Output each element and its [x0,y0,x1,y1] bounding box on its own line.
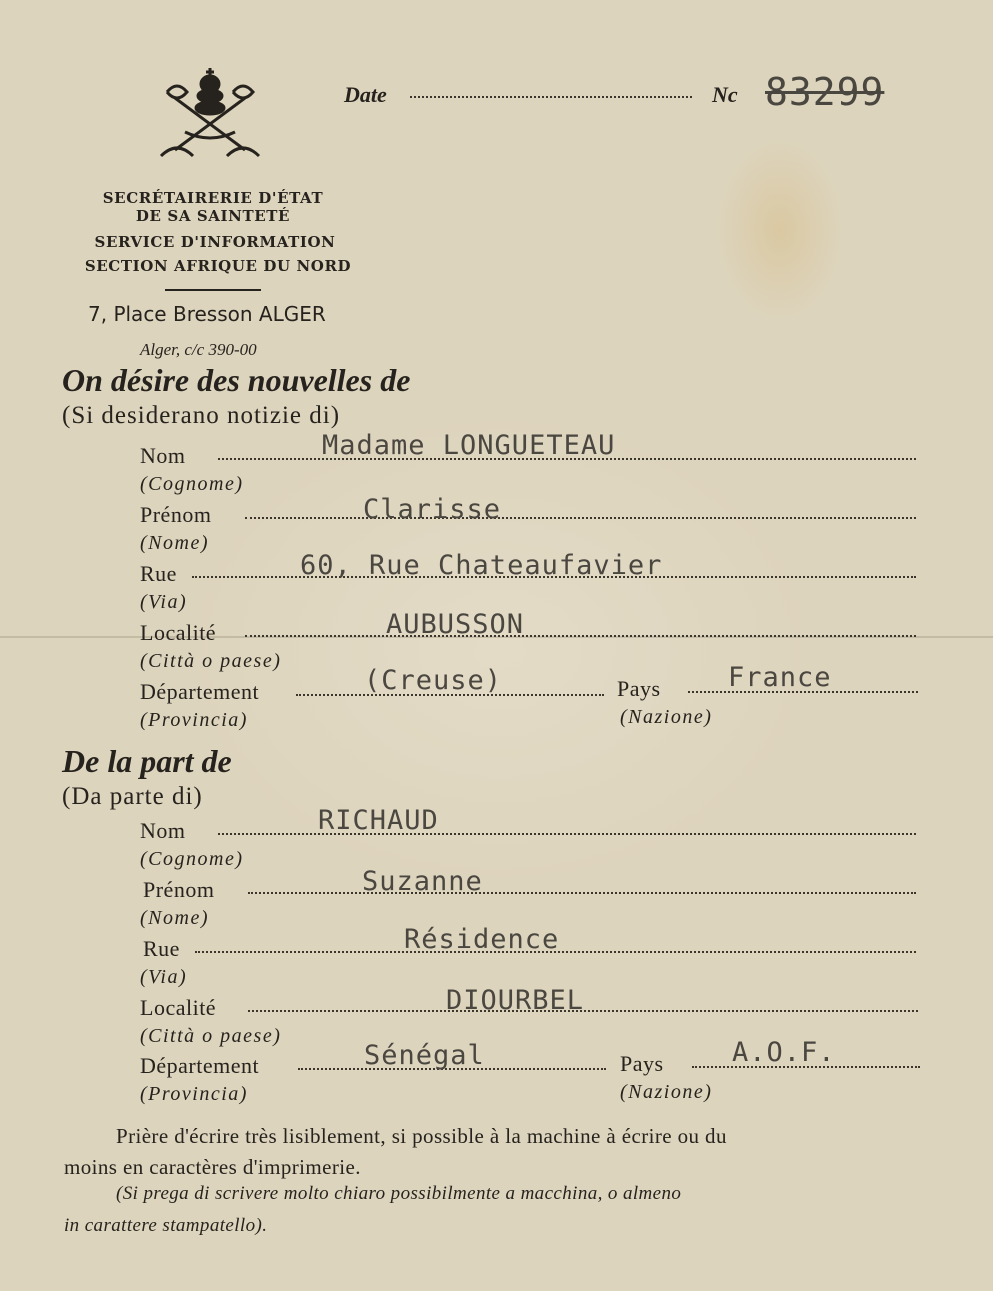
sender-localite-label: Localité [140,995,217,1020]
recipient-dept-value: (Creuse) [364,665,503,696]
recipient-localite-sub: (Città o paese) [140,650,282,672]
recipient-nom-value: Madame LONGUETEAU [322,430,616,461]
sender-pays-sub: (Nazione) [620,1081,713,1103]
org-address: 7, Place Bresson ALGER [88,302,326,326]
org-line-1: SECRÉTAIRERIE D'ÉTAT [102,189,324,207]
recipient-prenom-line[interactable] [245,517,916,519]
footer-note-fr-1: Prière d'écrire très lisiblement, si possible à la machine à écrire ou du [116,1124,727,1148]
recipient-prenom-sub: (Nome) [140,532,209,554]
serial-number: 83299 [765,70,885,114]
org-divider [165,289,261,291]
recipient-dept-label: Département [140,679,260,704]
sender-nom-value: RICHAUD [318,805,439,836]
sender-prenom-line[interactable] [248,892,916,894]
footer-note-fr-2: moins en caractères d'imprimerie. [64,1155,361,1179]
footer-note-it-1: (Si prega di scrivere molto chiaro possibilmente a macchina, o almeno [116,1183,682,1204]
postal-account: Alger, c/c 390-00 [140,340,257,359]
sender-rue-label: Rue [143,936,180,961]
sender-rue-sub: (Via) [140,966,188,988]
sender-pays-label: Pays [620,1051,664,1076]
recipient-pays-value: France [728,662,832,693]
footer-note-it-2: in carattere stampatello). [64,1215,268,1236]
sender-nom-label: Nom [140,818,186,843]
recipient-dept-sub: (Provincia) [140,709,248,731]
sender-localite-value: DIOURBEL [446,985,585,1016]
recipient-localite-line[interactable] [245,635,916,637]
sender-localite-sub: (Città o paese) [140,1025,282,1047]
recipient-heading: On désire des nouvelles de [62,362,411,398]
org-line-4: SECTION AFRIQUE DU NORD [84,257,352,275]
recipient-rue-sub: (Via) [140,591,188,613]
sender-dept-sub: (Provincia) [140,1083,248,1105]
recipient-heading-it: (Si desiderano notizie di) [62,402,341,429]
sender-prenom-value: Suzanne [362,866,483,897]
recipient-nom-sub: (Cognome) [140,473,244,495]
recipient-rue-value: 60, Rue Chateaufavier [300,550,663,581]
number-label: Nc [712,82,738,107]
sender-dept-value: Sénégal [364,1040,485,1071]
sender-nom-sub: (Cognome) [140,848,244,870]
sender-dept-label: Département [140,1053,260,1078]
recipient-rue-label: Rue [140,561,177,586]
recipient-nom-label: Nom [140,443,186,468]
sender-prenom-label: Prénom [143,877,215,902]
date-field[interactable] [410,96,692,98]
date-label: Date [344,82,387,107]
recipient-localite-label: Localité [140,620,217,645]
recipient-localite-value: AUBUSSON [386,609,525,640]
sender-pays-value: A.O.F. [732,1037,836,1068]
sender-rue-value: Résidence [404,924,560,955]
org-line-3: SERVICE D'INFORMATION [94,233,336,251]
sender-prenom-sub: (Nome) [140,907,209,929]
recipient-prenom-value: Clarisse [363,494,502,525]
org-line-2: DE SA SAINTETÉ [135,207,291,225]
sender-heading: De la part de [62,743,232,779]
recipient-prenom-label: Prénom [140,502,212,527]
recipient-pays-label: Pays [617,676,661,701]
recipient-pays-sub: (Nazione) [620,706,713,728]
sender-heading-it: (Da parte di) [62,783,203,810]
papal-emblem-icon [155,62,265,162]
